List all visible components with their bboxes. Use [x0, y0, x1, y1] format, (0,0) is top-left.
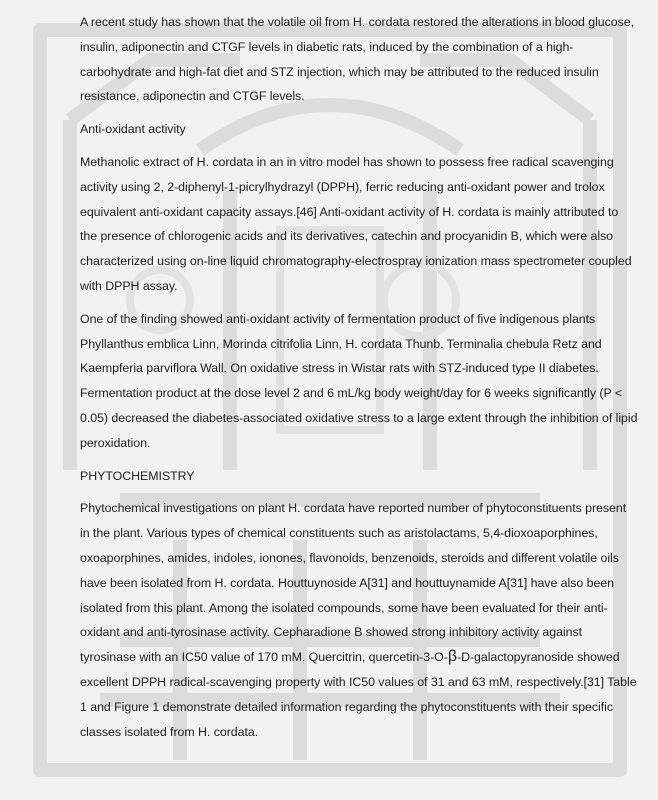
- paragraph-fermentation-product: One of the finding showed anti-oxidant activity of fermentation product of five indigenous plants Phyllanthus emblica Linn, Morinda citrifolia Linn, H. cordata Thunb. Terminalia chebula Retz and Kaempferia parviflora Wall. On oxidative stress in Wistar rats with STZ-induced type II diabetes. Fermentation product at the dose level 2 and 6 mL/kg body weight/day for 6 weeks significantly (P < 0.05) decreased the diabetes-associated oxidative stress to a large extent through the inhibition of lipid peroxidation.: [80, 311, 638, 450]
- text-run: Phytochemical investigations on plant H. cordata have reported number of phytoconstituents present in the plant. Various types of chemical constituents such as aristolactams, 5,4-dioxoaporphines, oxoaporphines, amides, indoles, ionones, flavonoids, benzenoids, steroids and different volatile oils have been isolated from H. cordata. Houttuynoside A[31] and houttuynamide A[31] have also been isolated from this plant. Among the isolated compounds, some have been evaluated for their anti-oxidant and anti-tyrosinase activity. Cepharadione B showed strong inhibitory activity against tyrosinase with an IC50 value of 170 mM. Quercitrin, quercetin-3-O-: [80, 501, 627, 665]
- heading-anti-oxidant-activity: Anti-oxidant activity: [80, 122, 186, 137]
- beta-symbol: β: [447, 648, 457, 666]
- paragraph-diabetes-study: A recent study has shown that the volatile oil from H. cordata restored the alterations in blood glucose, insulin, adiponectin and CTGF levels in diabetic rats, induced by the combination of a high-carbohydrate and high-fat diet and STZ injection, which may be attributed to the reduced insulin resistance, adiponectin and CTGF levels.: [80, 15, 635, 104]
- heading-phytochemistry: PHYTOCHEMISTRY: [80, 468, 195, 483]
- text-run: -D-galactopyranoside showed excellent DPPH radical-scavenging property with IC50 values of 31 and 63 mM, respectively.[31] Table 1 and Figure 1 demonstrate detailed information regarding the phytoconstituents with their specific classes isolated from H. cordata.: [80, 650, 637, 739]
- paragraph-phytochemical-investigations: [80, 496, 638, 744]
- paragraph-methanolic-extract: Methanolic extract of H. cordata in an in vitro model has shown to possess free radical scavenging activity using 2, 2-diphenyl-1-picrylhydrazyl (DPPH), ferric reducing anti-oxidant power and trolox equivalent anti-oxidant capacity assays.[46] Anti-oxidant activity of H. cordata is mainly attributed to the presence of chlorogenic acids and its derivatives, catechin and procyanidin B, which were also characterized using on-line liquid chromatography-electrospray ionization mass spectrometer coupled with DPPH assay.: [80, 154, 632, 293]
